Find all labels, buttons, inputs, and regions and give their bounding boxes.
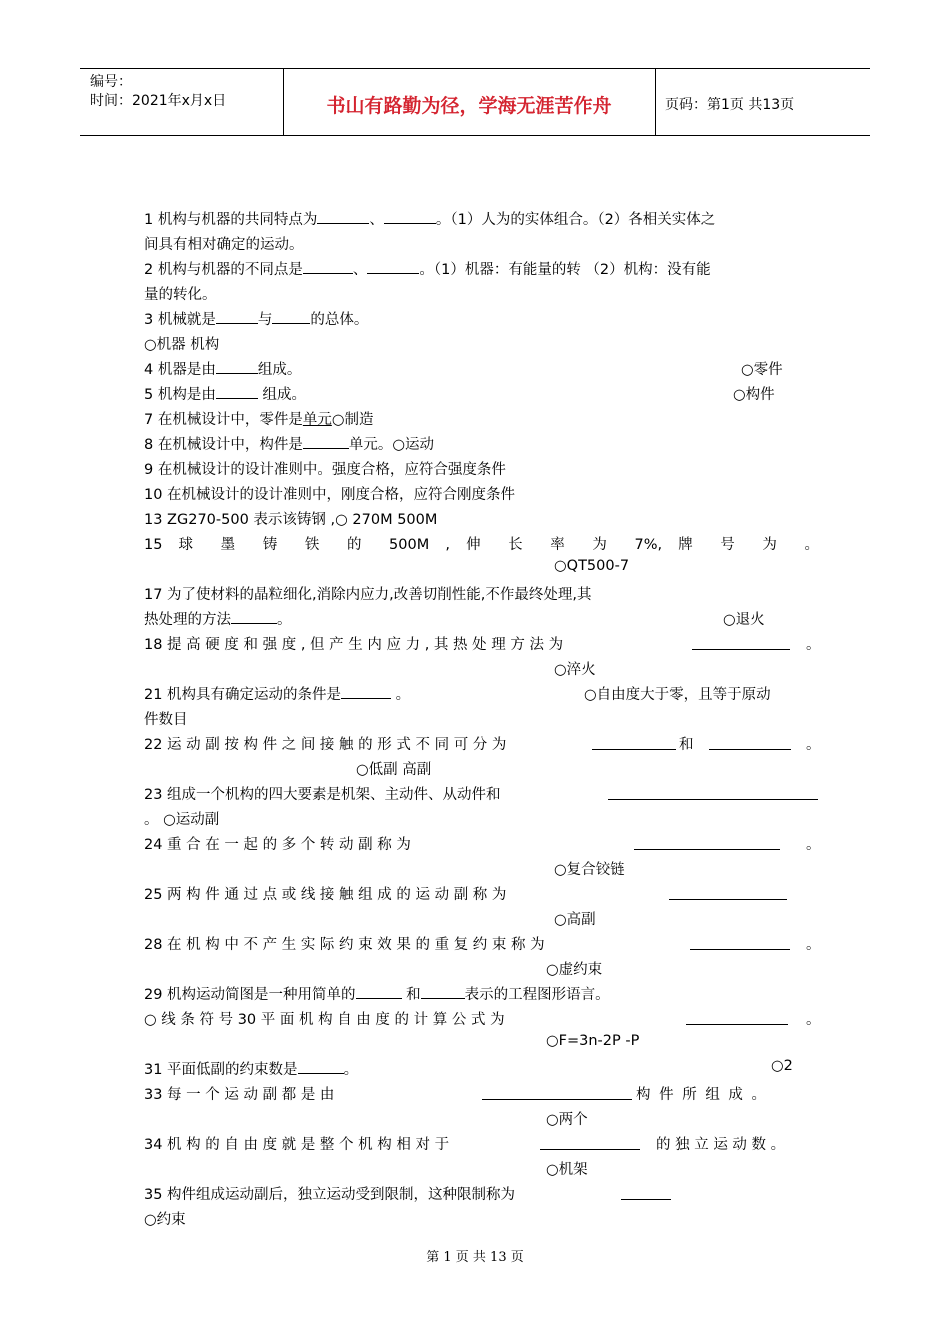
- question-line: 间具有相对确定的运动。: [144, 237, 304, 253]
- line-text: 单元。○运动: [348, 437, 434, 453]
- question-line: [144, 633, 819, 654]
- line-text: 。: [806, 737, 821, 753]
- line-text: 和: [401, 987, 421, 1003]
- doc-code-label: 编号：: [90, 74, 132, 90]
- line-text: 33 每 一 个 运 动 副 都 是 由: [144, 1087, 335, 1103]
- answer-text: ○高副: [554, 912, 596, 928]
- line-text: 5 机构是由: [144, 387, 216, 403]
- answer-text: ○两个: [546, 1112, 588, 1128]
- line-text: 与: [257, 312, 273, 328]
- page-footer: 第 1 页 共 13 页: [426, 1250, 524, 1265]
- line-text: 7 在机械设计中，零件是: [144, 412, 303, 428]
- question-line: [144, 408, 374, 429]
- line-text: 34 机 构 的 自 由 度 就 是 整 个 机 构 相 对 于: [144, 1137, 450, 1153]
- blank: [384, 209, 436, 224]
- underlined-text: 单元: [302, 412, 332, 428]
- line-text: 。（1）机器：有能量的转 （2）机构：没有能: [419, 262, 711, 278]
- line-text: 。: [391, 687, 411, 703]
- blank: [608, 785, 818, 800]
- answer-text: ○虚约束: [546, 962, 603, 978]
- answer-text: ○F=3n-2P -P: [546, 1033, 640, 1049]
- blank: [421, 984, 465, 999]
- question-line: ○机器 机构: [144, 337, 220, 353]
- line-text: 构 件 所 组 成 。: [636, 1087, 769, 1103]
- question-line: [144, 1008, 819, 1029]
- answer-text: ○低副 高副: [356, 762, 432, 778]
- line-text: 31 平面低副的约束数是: [144, 1062, 298, 1078]
- line-text: 组成。: [257, 387, 306, 403]
- line-text: 。: [806, 1012, 821, 1028]
- blank: [540, 1135, 640, 1150]
- line-text: 。: [343, 1062, 359, 1078]
- blank: [686, 1010, 788, 1025]
- question-line: [144, 358, 819, 379]
- line-text: 和: [679, 737, 694, 753]
- blank: [356, 984, 402, 999]
- blank: [216, 384, 258, 399]
- question-line: [144, 683, 819, 704]
- question-line: [144, 1058, 819, 1079]
- blank: [317, 209, 369, 224]
- header-divider-right: [655, 68, 656, 135]
- question-line: [144, 208, 715, 229]
- question-line: [144, 783, 819, 804]
- question-line: 9 在机械设计的设计准则中。强度合格，应符合强度条件: [144, 462, 506, 478]
- question-line: 15 球 墨 铸 铁 的 500M , 伸 长 率 为 7%, 牌 号 为 。: [144, 537, 819, 553]
- line-text: 24 重 合 在 一 起 的 多 个 转 动 副 称 为: [144, 837, 411, 853]
- question-line: [144, 608, 819, 629]
- line-text: 。: [806, 837, 821, 853]
- line-text: 2 机构与机器的不同点是: [144, 262, 303, 278]
- question-line: 17 为了使材料的晶粒细化,消除内应力,改善切削性能,不作最终处理,其: [144, 587, 592, 603]
- answer-text: ○构件: [733, 387, 775, 403]
- blank: [303, 259, 353, 274]
- line-text: 21 机构具有确定运动的条件是: [144, 687, 342, 703]
- blank: [231, 609, 277, 624]
- question-line: 件数目: [144, 712, 188, 728]
- line-text: 4 机器是由: [144, 362, 216, 378]
- line-text: 8 在机械设计中，构件是: [144, 437, 303, 453]
- header-motto: 书山有路勤为径，学海无涯苦作舟: [326, 95, 612, 117]
- question-line: [144, 433, 434, 454]
- blank: [341, 684, 391, 699]
- line-text: 表示的工程图形语言。: [464, 987, 610, 1003]
- line-text: 。: [806, 937, 821, 953]
- blank: [303, 434, 349, 449]
- answer-text: ○约束: [144, 1212, 186, 1228]
- question-line: [144, 1083, 819, 1104]
- question-line: [144, 833, 819, 854]
- line-text: 。: [277, 612, 292, 628]
- line-text: 28 在 机 构 中 不 产 生 实 际 约 束 效 果 的 重 复 约 束 称 为: [144, 937, 545, 953]
- question-line: 量的转化。: [144, 287, 217, 303]
- blank: [272, 309, 310, 324]
- line-text: 的总体。: [310, 312, 369, 328]
- answer-text: ○淬火: [554, 662, 596, 678]
- line-text: 、: [352, 262, 368, 278]
- question-line: 13 ZG270-500 表示该铸钢 ,○ 270M 500M: [144, 512, 438, 528]
- line-text: 的 独 立 运 动 数 。: [656, 1137, 786, 1153]
- answer-text: ○退火: [723, 612, 765, 628]
- answer-text: ○QT500-7: [554, 558, 630, 574]
- blank: [690, 935, 790, 950]
- question-line: [144, 933, 819, 954]
- question-line: [144, 1133, 819, 1154]
- question-line: [144, 1183, 819, 1204]
- blank: [634, 835, 780, 850]
- line-text: 组成。: [257, 362, 302, 378]
- question-line: [144, 383, 819, 404]
- question-line: [144, 733, 819, 754]
- line-text: 热处理的方法: [144, 612, 231, 628]
- answer-text: ○2: [771, 1058, 793, 1074]
- blank: [592, 735, 676, 750]
- blank: [621, 1185, 671, 1200]
- blank: [482, 1085, 632, 1100]
- header-page-label: 页码：第1页 共13页: [665, 97, 795, 113]
- question-line: [144, 883, 819, 904]
- answer-text: ○自由度大于零，且等于原动: [584, 687, 771, 703]
- question-line: [144, 258, 711, 279]
- blank: [709, 735, 791, 750]
- blank: [216, 359, 258, 374]
- line-text: 。: [806, 637, 821, 653]
- line-text: 23 组成一个机构的四大要素是机架、主动件、从动件和: [144, 787, 501, 803]
- blank: [367, 259, 419, 274]
- blank: [669, 885, 787, 900]
- line-text: 22 运 动 副 按 构 件 之 间 接 触 的 形 式 不 同 可 分 为: [144, 737, 507, 753]
- blank: [298, 1059, 344, 1074]
- doc-time-label: 时间：2021年x月x日: [90, 93, 227, 109]
- header-bottom-rule: [80, 135, 870, 136]
- line-text: 3 机械就是: [144, 312, 216, 328]
- line-text: 18 提 高 硬 度 和 强 度 , 但 产 生 内 应 力 , 其 热 处 理 方 法 为: [144, 637, 564, 653]
- question-line: [144, 983, 610, 1004]
- line-text: 25 两 构 件 通 过 点 或 线 接 触 组 成 的 运 动 副 称 为: [144, 887, 507, 903]
- answer-text: ○复合铰链: [554, 862, 625, 878]
- line-text: 29 机构运动简图是一种用简单的: [144, 987, 356, 1003]
- line-text: ○制造: [331, 412, 374, 428]
- line-text: 35 构件组成运动副后，独立运动受到限制，这种限制称为: [144, 1187, 516, 1203]
- line-text: 、: [369, 212, 384, 228]
- blank: [692, 635, 790, 650]
- question-line: 10 在机械设计的设计准则中，刚度合格，应符合刚度条件: [144, 487, 516, 503]
- answer-text: ○机架: [546, 1162, 588, 1178]
- blank: [216, 309, 258, 324]
- answer-text: 。 ○运动副: [144, 812, 220, 828]
- line-text: 。（1）人为的实体组合。（2）各相关实体之: [435, 212, 716, 228]
- answer-text: ○零件: [741, 362, 783, 378]
- header-top-rule: [80, 68, 870, 69]
- line-text: ○ 线 条 符 号 30 平 面 机 构 自 由 度 的 计 算 公 式 为: [144, 1012, 505, 1028]
- line-text: 1 机构与机器的共同特点为: [144, 212, 318, 228]
- question-line: [144, 308, 368, 329]
